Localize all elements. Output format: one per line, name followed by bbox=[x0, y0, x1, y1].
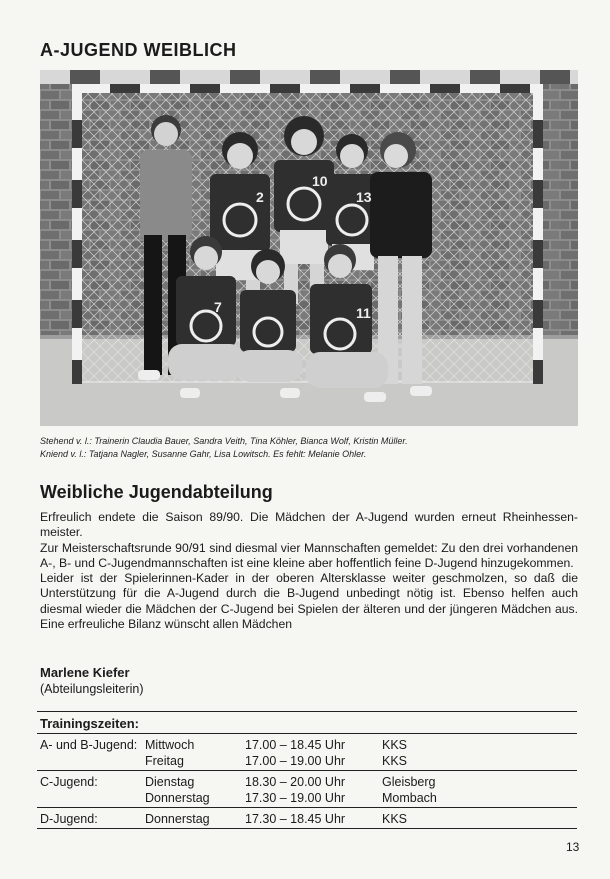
jersey-number: 11 bbox=[356, 305, 371, 321]
training-day: Freitag bbox=[145, 754, 184, 768]
article-heading: Weibliche Jugendabteilung bbox=[40, 482, 273, 502]
training-place: Gleisberg bbox=[382, 775, 436, 789]
training-team: A- und B-Jugend: bbox=[40, 738, 138, 752]
caption-line: Kniend v. l.: Tatjana Nagler, Susanne Gahr, Lisa Lowitsch. Es fehlt: Melanie Ohler. bbox=[40, 449, 367, 459]
training-time: 17.30 – 18.45 Uhr bbox=[245, 812, 346, 826]
jersey-number: 7 bbox=[214, 299, 222, 315]
jersey-number: 13 bbox=[356, 189, 372, 205]
training-day: Mittwoch bbox=[145, 738, 195, 752]
training-place: KKS bbox=[382, 812, 408, 826]
section-title: A-JUGEND WEIBLICH bbox=[40, 40, 237, 60]
divider bbox=[37, 807, 577, 808]
team-photo bbox=[40, 70, 578, 426]
training-team: D-Jugend: bbox=[40, 812, 98, 826]
training-place: KKS bbox=[382, 738, 408, 752]
training-team: C-Jugend: bbox=[40, 775, 98, 789]
training-title: Trainingszeiten: bbox=[40, 716, 139, 731]
divider bbox=[37, 711, 577, 712]
jersey-number: 10 bbox=[312, 173, 328, 189]
divider bbox=[37, 828, 577, 829]
training-place: KKS bbox=[382, 754, 408, 768]
team-photo-graphic bbox=[40, 70, 578, 426]
divider bbox=[37, 770, 577, 771]
jersey-number: 2 bbox=[256, 189, 264, 205]
training-day: Donnerstag bbox=[145, 812, 210, 826]
training-day: Donnerstag bbox=[145, 791, 210, 805]
divider bbox=[37, 733, 577, 734]
training-time: 17.00 – 19.00 Uhr bbox=[245, 754, 346, 768]
page-number: 13 bbox=[566, 840, 580, 854]
paragraph: Zur Meisterschaftsrunde 90/91 sind diesmal vier Mannschaften gemeldet: Zu den drei vorhandenen A-, B- und C-Jugendmannschaften ist eine kleine aber hoffentlich feine D-Jugend hinzugekommen. bbox=[40, 540, 578, 570]
photo-caption bbox=[40, 435, 580, 461]
paragraph: Leider ist der Spielerinnen-Kader in der oberen Altersklasse weiter geschmolzen, so daß die Unterstützung für die A-Jugend durch die B-Jugend unbedingt nötig ist. Ebenso helfen auch diesmal wieder die Mädchen der C-Jugend bei Spielen der älteren und der jüngeren Mädchen aus. Eine erfreuliche Bilanz wünscht allen Mädchen bbox=[40, 571, 578, 632]
author-name: Marlene Kiefer bbox=[40, 665, 130, 680]
training-time: 17.00 – 18.45 Uhr bbox=[245, 738, 346, 752]
caption-line: Stehend v. l.: Trainerin Claudia Bauer, Sandra Veith, Tina Köhler, Bianca Wolf, Kristin Müller. bbox=[40, 436, 408, 446]
training-time: 18.30 – 20.00 Uhr bbox=[245, 775, 346, 789]
author-role: (Abteilungsleiterin) bbox=[40, 682, 144, 696]
paragraph: Erfreulich endete die Saison 89/90. Die Mädchen der A-Jugend wurden erneut Rheinhessen-meister. bbox=[40, 510, 578, 540]
training-day: Dienstag bbox=[145, 775, 195, 789]
training-time: 17.30 – 19.00 Uhr bbox=[245, 791, 346, 805]
training-place: Mombach bbox=[382, 791, 437, 805]
article-body bbox=[40, 510, 578, 632]
